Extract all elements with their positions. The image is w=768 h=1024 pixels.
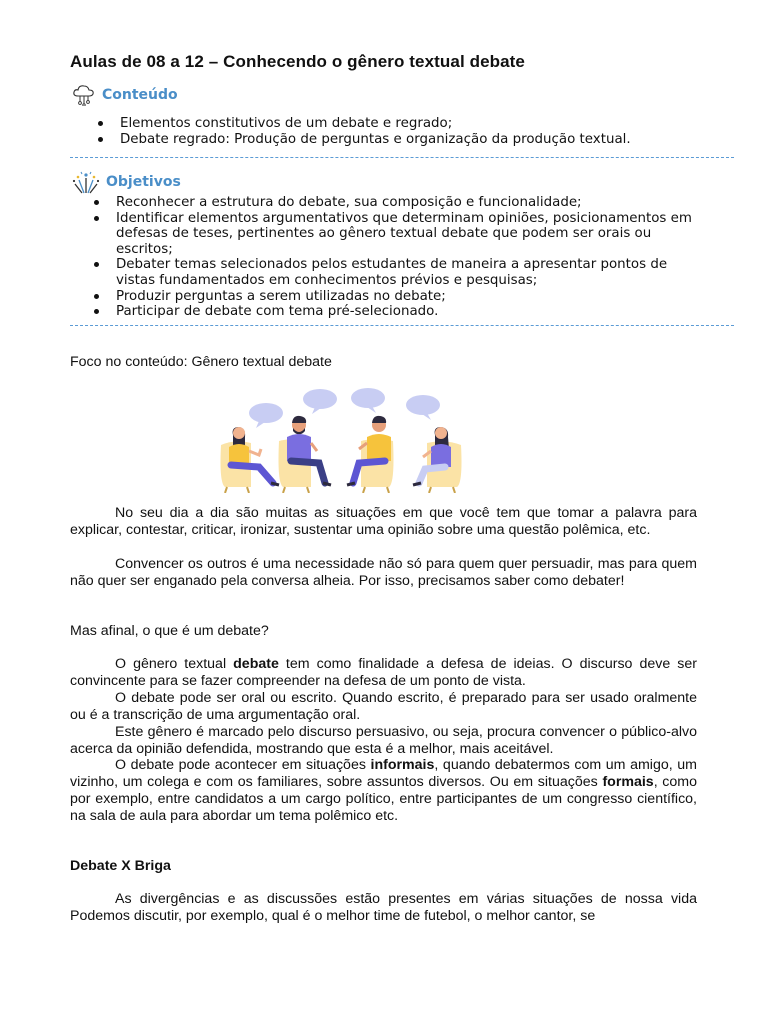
conteudo-list <box>74 116 631 147</box>
conteudo-heading <box>72 84 178 106</box>
paragraph: Este gênero é marcado pelo discurso persuasivo, ou seja, procura convencer o público-alvo acerca da opinião defendida, mostrando que esta é a melhor, mais aceitável. <box>70 724 697 757</box>
four-people-debating-illustration <box>215 383 480 498</box>
speech-bubble <box>406 395 440 415</box>
cloud-network-icon <box>72 84 96 106</box>
paragraph: As divergências e as discussões estão presentes em várias situações de nossa vida Podemos discutir, por exemplo, qual é o melhor time de futebol, o melhor cantor, se <box>70 891 697 924</box>
person-man-purple <box>279 416 332 493</box>
paragraph: O debate pode ser oral ou escrito. Quando escrito, é preparado para ser usado oralmente ou é a transcrição de uma argumentação oral. <box>70 690 697 723</box>
conteudo-heading-label: Conteúdo <box>102 87 178 103</box>
list-item: Reconhecer a estrutura do debate, sua composição e funcionalidade; <box>70 195 710 211</box>
objetivos-heading-label: Objetivos <box>106 174 181 190</box>
objetivos-heading <box>72 170 181 194</box>
list-item: Identificar elementos argumentativos que determinam opiniões, posicionamentos em defesas de teses, pertinentes ao gênero textual debate que podem ser orais ou escritos; <box>70 211 710 258</box>
speech-bubble <box>303 389 337 409</box>
foco-line: Foco no conteúdo: Gênero textual debate <box>70 354 332 370</box>
person-woman-purple <box>413 427 462 493</box>
paragraph: Convencer os outros é uma necessidade não só para quem quer persuadir, mas para quem não quer ser enganado pela conversa alheia. Por isso, precisamos saber como debater! <box>70 556 697 589</box>
speech-bubble <box>249 403 283 423</box>
list-item: Debate regrado: Produção de perguntas e organização da produção textual. <box>74 132 631 148</box>
list-item: Elementos constitutivos de um debate e regrado; <box>74 116 631 132</box>
paragraph: O debate pode acontecer em situações informais, quando debatermos com um amigo, um vizinho, um colega e com os familiares, sobre assuntos diversos. Ou em situações formais, como por exemplo, entre candidatos a um cargo político, entre participantes de um congresso científico, na sala de aula para abordar um tema polêmico etc. <box>70 757 698 824</box>
list-item: Produzir perguntas a serem utilizadas no debate; <box>70 289 710 305</box>
paragraph: No seu dia a dia são muitas as situações em que você tem que tomar a palavra para explicar, contestar, criticar, ironizar, sustentar uma opinião sobre uma questão polêmica, etc. <box>70 505 697 538</box>
objetivos-list <box>70 195 710 320</box>
person-woman-yellow <box>221 427 280 493</box>
page-title: Aulas de 08 a 12 – Conhecendo o gênero textual debate <box>70 52 525 71</box>
subheading: Debate X Briga <box>70 858 171 874</box>
question-line: Mas afinal, o que é um debate? <box>70 623 269 639</box>
section-divider <box>70 325 734 326</box>
speech-bubble <box>351 388 385 408</box>
list-item: Participar de debate com tema pré-selecionado. <box>70 304 710 320</box>
fireworks-icon <box>72 170 100 194</box>
person-man-yellow <box>347 416 394 493</box>
list-item: Debater temas selecionados pelos estudantes de maneira a apresentar pontos de vistas fundamentados em conhecimentos prévios e pesquisas; <box>70 257 710 288</box>
paragraph: O gênero textual debate tem como finalidade a defesa de ideias. O discurso deve ser convincente para se fazer compreender na defesa de um ponto de vista. <box>70 656 698 689</box>
section-divider <box>70 157 734 158</box>
